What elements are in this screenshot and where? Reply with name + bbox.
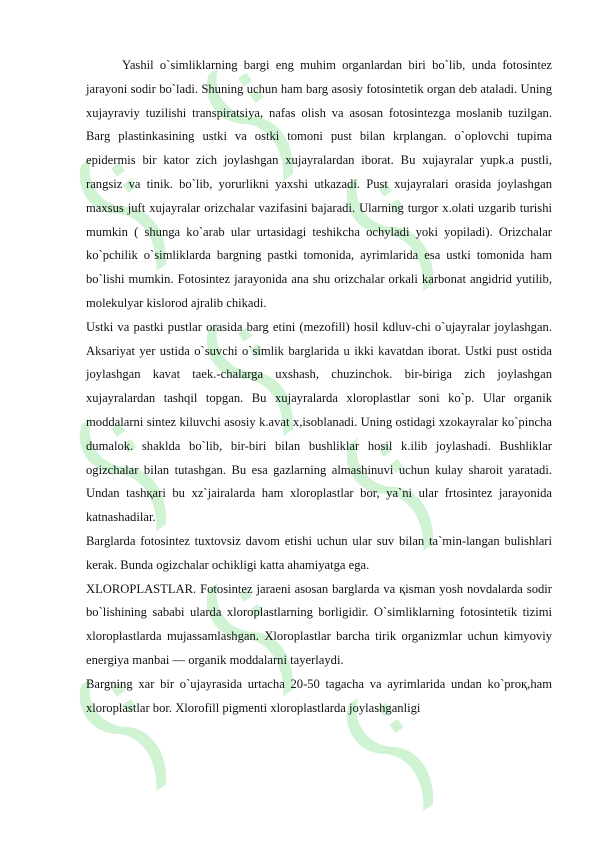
paragraph-water-supply: Barglarda fotosintez tuxtovsiz davom etishi uchun ular suv bilan ta`min-langan bulishlari kerak. Bunda ogizchalar ochikligi katta ahamiyatga ega. bbox=[86, 533, 552, 572]
document-body bbox=[86, 54, 552, 720]
paragraph-intro: Yashil o`simliklarning bargi eng muhim organlardan biri bo`lib, unda fotosintez jarayoni sodir bo`ladi. Shuning uchun ham barg asosiy fotosintetik organ deb ataladi. Uning xujayraviy tuzilishi transpiratsiya, nafas olish va asosan fotosintezga moslanib tuzilgan. Barg plastinkasining ustki va ostki tomoni pust bilan krplangan. o`oplovchi tupima epidermis bir kator zich joylashgan xujayralardan iborat. Bu xujayralar yupk.a pustli, rangsiz va tinik. bo`lib, yorurlikni yaxshi utkazadi. Pust xujayralari orasida joylashgan maxsus juft xujayralar orizchalar vazifasini bajaradi. Ularning turgor x.olati uzgarib turishi mumkin ( shunga ko`arab ular urtasidagi teshikcha ochyladi yoki yopiladi). Orizchalar ko`pchilik o`simliklarda bargning pastki tomonida, ayrimlarida esa ustki tomonida ham bo`lishi mumkin. Fotosintez jarayonida ana shu orizchalar orkali karbonat angidrid yutilib, molekulyar kislorod ajralib chikadi. bbox=[86, 58, 552, 310]
paragraph-chloroplasts: XLOROPLASTLAR. Fotosintez jaraeni asosan barglarda va қisman yosh novdalarda sodir bo`lishining sababi ularda xloroplastlarning borligidir. O`simliklarning fotosintetik tizimi xloroplastlarda mujassamlashgan. Xloroplastlar barcha tirik organizmlar uchun kimyoviy energiya manbai — organik moddalarni tayerlaydi. bbox=[86, 581, 552, 667]
paragraph-chloroplast-count: Bargning xar bir o`ujayrasida urtacha 20-50 tagacha va ayrimlarida undan ko`proқ,ham xloroplastlar bor. Xlorofill pigmenti xloroplastlarda joylashganligi bbox=[86, 676, 552, 715]
paragraph-mezofill: Ustki va pastki pustlar orasida barg etini (mezofill) hosil kdluv-chi o`ujayralar joylashgan. Aksariyat yer ustida o`suvchi o`simlik barglarida u ikki kavatdan iborat. Ustki pust ostida joylashgan kavat taek.-chalarga uxshash, chuzinchok. bir-biriga zich joylashgan xujayralardan tashqil topgan. Bu xujayralarda xloroplastlar soni ko`p. Ular organik moddalarni sintez kiluvchi asosiy k.avat x,isoblanadi. Uning ostidagi xzokayralar ko`pincha dumalok. shaklda bo`lib, bir-biri bilan bushliklar hosil k.ilib joylashadi. Bushliklar ogizchalar bilan tutashgan. Bu esa gazlarning almashinuvi uchun kulay sharoit yaratadi. Undan tashқari bu xz`jairalarda ham xloroplastlar bor, ya`ni ular frtosintez jarayonida katnashadilar. bbox=[86, 319, 552, 525]
